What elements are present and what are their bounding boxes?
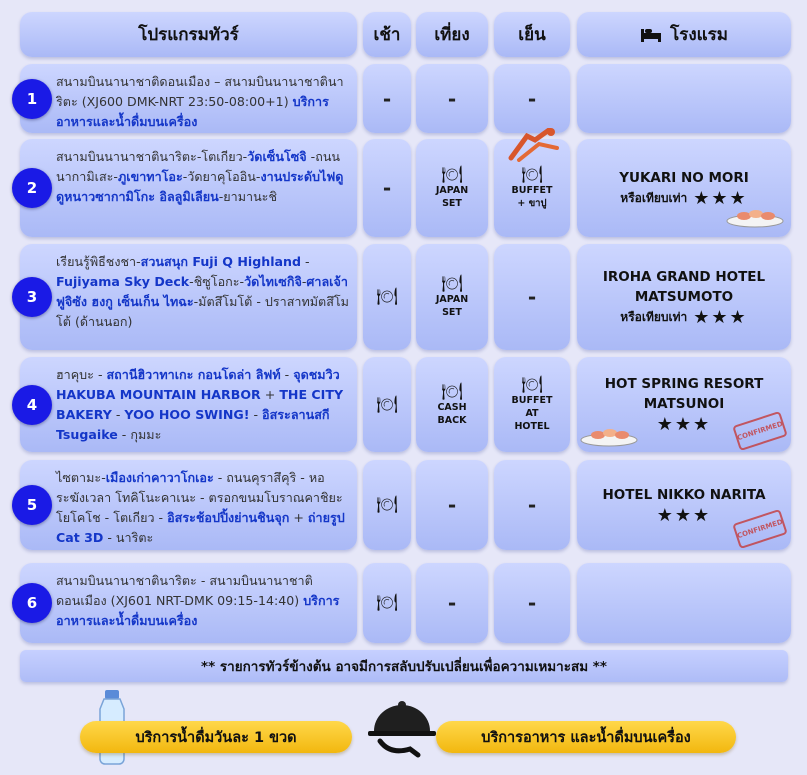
water-service-label: บริการน้ำดื่มวันละ 1 ขวด bbox=[135, 729, 297, 746]
note-text: ** รายการทัวร์ข้างต้น อาจมีการสลับปรับเปลี่ยนเพื่อความเหมาะสม ** bbox=[201, 659, 607, 675]
dinner-meal-text: BUFFET bbox=[511, 185, 553, 196]
program-text: ฮาคุบะ - bbox=[56, 367, 107, 382]
highlight-attraction: อิสระช้อปปิ้งย่านชินจุก bbox=[167, 510, 290, 525]
hotel-name: MATSUMOTO bbox=[634, 288, 734, 305]
hotel-stars: ★★★ bbox=[693, 306, 748, 328]
program-text: -ชิซูโอกะ- bbox=[189, 274, 245, 289]
breakfast-cell bbox=[363, 357, 411, 452]
no-meal-dash: - bbox=[382, 176, 392, 200]
lunch-cell bbox=[416, 357, 488, 452]
program-text: ไซตามะ- bbox=[56, 470, 106, 485]
lunch-cell bbox=[416, 460, 488, 550]
highlight-attraction: วัดไทเซกิจิ bbox=[244, 274, 302, 289]
program-text: เรียนรู้พิธีชงชา- bbox=[56, 254, 141, 269]
hotel-name: IROHA GRAND HOTEL bbox=[602, 268, 766, 285]
program-text: - ถนนคุราสึคุริ - หอระฆังเวลา โทคิโนะคาเนะ - ตรอกขนมโบราณคาชิยะโยโคโช - โตเกียว - bbox=[56, 470, 343, 525]
plate-icon: 🍽 bbox=[376, 495, 398, 515]
hotel-stars: ★★★ bbox=[656, 504, 712, 526]
breakfast-cell bbox=[363, 64, 411, 133]
lunch-meal-text: JAPAN bbox=[435, 294, 469, 305]
breakfast-cell bbox=[363, 460, 411, 550]
dinner-cell bbox=[494, 244, 570, 350]
hotel-rating-row bbox=[657, 505, 711, 526]
program-text: -ถนนนากามิเสะ- bbox=[56, 149, 341, 184]
hotel-stars: ★★★ bbox=[693, 187, 748, 209]
sushi-icon bbox=[726, 206, 784, 228]
confirmed-stamp: CONFIRMED bbox=[732, 411, 788, 451]
highlight-attraction: ภูเขาทาโอะ bbox=[117, 169, 183, 184]
highlight-attraction: บริการอาหารและน้ำดื่มบนเครื่อง bbox=[56, 94, 329, 129]
dinner-meal-text: HOTEL bbox=[514, 421, 550, 432]
header-breakfast-label: เช้า bbox=[373, 25, 401, 45]
dinner-meal-text: BUFFET bbox=[511, 395, 553, 406]
lunch-meal-text: BACK bbox=[437, 414, 467, 426]
program-text: สนามบินนานาชาตินาริตะ-โตเกียว- bbox=[56, 149, 248, 164]
day-program-cell bbox=[20, 460, 357, 550]
lunch-meal-text: CASH bbox=[437, 401, 467, 413]
highlight-attraction: อิสระลานสกี Tsugaike bbox=[56, 407, 330, 442]
highlight-attraction: YOO HOO SWING! bbox=[124, 407, 250, 422]
no-meal-dash: - bbox=[527, 493, 537, 517]
program-text: -มัตสึโมโต้ - ปราสาทมัตสึโมโต้ (ด้านนอก) bbox=[56, 294, 349, 329]
itinerary-note bbox=[20, 650, 788, 682]
bed-icon bbox=[640, 27, 662, 43]
program-text: -ยามานะชิ bbox=[218, 189, 277, 204]
no-meal-dash: - bbox=[527, 86, 537, 111]
plate-icon: 🍽 bbox=[376, 394, 398, 415]
sushi-icon bbox=[580, 425, 638, 447]
highlight-attraction: วัดเซ็นโซจิ bbox=[247, 149, 307, 164]
day-number-badge: 6 bbox=[12, 583, 52, 623]
breakfast-cell bbox=[363, 244, 411, 350]
day-program-cell bbox=[20, 357, 357, 452]
hotel-equivalent-text: หรือเทียบเท่า bbox=[620, 309, 688, 324]
plate-icon: 🍽 bbox=[441, 381, 463, 402]
confirmed-stamp: CONFIRMED bbox=[732, 509, 788, 549]
header-program bbox=[20, 12, 357, 57]
program-text: - bbox=[301, 254, 310, 269]
hotel-stars: ★★★ bbox=[656, 414, 712, 435]
plate-icon: 🍽 bbox=[521, 375, 543, 395]
header-program-label: โปรแกรมทัวร์ bbox=[138, 25, 239, 45]
day-program-cell bbox=[20, 563, 357, 643]
hotel-cell bbox=[577, 460, 791, 550]
hotel-rating-row bbox=[657, 414, 711, 435]
dinner-meal-text: + ขาปู bbox=[517, 198, 547, 209]
breakfast-cell bbox=[363, 563, 411, 643]
hotel-name: HOTEL NIKKO NARITA bbox=[602, 486, 766, 503]
highlight-attraction: ศาลเจ้าฟูจิซัง ฮงกู เซ็นเก็น ไทฉะ bbox=[56, 274, 348, 309]
hotel-cell bbox=[577, 563, 791, 643]
day-number-badge: 3 bbox=[12, 277, 52, 317]
dinner-cell bbox=[494, 460, 570, 550]
program-text: - bbox=[111, 407, 125, 422]
header-hotel-label: โรงแรม bbox=[670, 25, 728, 45]
plate-icon: 🍽 bbox=[441, 274, 463, 294]
header-breakfast bbox=[363, 12, 411, 57]
hotel-name: HOT SPRING RESORT bbox=[604, 376, 764, 392]
lunch-cell bbox=[416, 244, 488, 350]
program-text: สนามบินนานาชาตินาริตะ - สนามบินนานาชาติดอนเมือง (XJ601 NRT-DMK 09:15-14:40) bbox=[56, 573, 313, 608]
day-number-badge: 2 bbox=[12, 168, 52, 208]
header-lunch-label: เที่ยง bbox=[434, 25, 470, 45]
lunch-cell bbox=[416, 563, 488, 643]
highlight-attraction: งานประดับไฟดูดูหนาวซากามิโกะ อิลลูมิเลียน bbox=[56, 169, 344, 204]
plate-icon: 🍽 bbox=[376, 287, 398, 307]
water-service-badge bbox=[80, 721, 352, 753]
program-text: - นาริตะ bbox=[103, 530, 154, 545]
program-text: -วัดยาคุโออิน- bbox=[182, 169, 261, 184]
lunch-meal-text: JAPAN bbox=[435, 185, 469, 196]
day-number-badge: 4 bbox=[12, 385, 52, 425]
hotel-cell bbox=[577, 244, 791, 350]
hotel-cell bbox=[577, 64, 791, 133]
highlight-attraction: ถ่ายรูป Cat 3D bbox=[56, 510, 345, 545]
program-text: + bbox=[260, 387, 280, 402]
no-meal-dash: - bbox=[447, 493, 457, 517]
hotel-name: MATSUNOI bbox=[643, 396, 725, 412]
header-dinner-label: เย็น bbox=[518, 25, 546, 45]
dinner-meal-text: AT bbox=[525, 408, 539, 419]
no-meal-dash: - bbox=[447, 86, 457, 111]
day-number-badge: 5 bbox=[12, 485, 52, 525]
highlight-attraction: บริการอาหารและน้ำดื่มบนเครื่อง bbox=[56, 593, 340, 628]
meal-service-label: บริการอาหาร และน้ำดื่มบนเครื่อง bbox=[481, 729, 691, 746]
program-text: - bbox=[301, 274, 307, 289]
lunch-meal-text: SET bbox=[442, 198, 462, 209]
food-cloche-icon bbox=[366, 697, 438, 759]
no-meal-dash: - bbox=[527, 285, 537, 309]
meal-service-badge bbox=[436, 721, 736, 753]
hotel-name: YUKARI NO MORI bbox=[619, 169, 749, 186]
hotel-rating-row bbox=[620, 307, 747, 328]
program-text: - bbox=[280, 367, 294, 382]
plate-icon: 🍽 bbox=[441, 165, 463, 185]
highlight-attraction: Fujiyama Sky Deck bbox=[56, 274, 190, 289]
no-meal-dash: - bbox=[447, 591, 457, 615]
dinner-cell bbox=[494, 563, 570, 643]
dinner-cell bbox=[494, 357, 570, 452]
dinner-cell bbox=[494, 64, 570, 133]
day-program-cell bbox=[20, 244, 357, 350]
day-program-cell bbox=[20, 64, 357, 133]
no-meal-dash: - bbox=[527, 591, 537, 615]
header-lunch bbox=[416, 12, 488, 57]
highlight-attraction: เมืองเก่าคาวาโกเอะ bbox=[105, 470, 214, 485]
hotel-equivalent-text: หรือเทียบเท่า bbox=[620, 190, 688, 205]
lunch-cell bbox=[416, 64, 488, 133]
plate-icon: 🍽 bbox=[376, 593, 398, 613]
highlight-attraction: สวนสนุก Fuji Q Highland bbox=[140, 254, 302, 269]
no-meal-dash: - bbox=[382, 86, 392, 111]
highlight-attraction: สถานีฮิวาทาเกะ กอนโดล่า ลิฟท์ bbox=[106, 367, 281, 382]
program-text: สนามบินนานาชาติดอนเมือง – สนามบินนานาชาตินาริตะ (XJ600 DMK-NRT 23:50-08:00+1) bbox=[56, 74, 344, 109]
program-text: - bbox=[249, 407, 263, 422]
crab-icon bbox=[505, 128, 563, 162]
program-text: + bbox=[289, 510, 308, 525]
program-text: - กุมมะ bbox=[117, 427, 162, 442]
breakfast-cell bbox=[363, 139, 411, 237]
day-number-badge: 1 bbox=[12, 79, 52, 119]
day-program-cell bbox=[20, 139, 357, 237]
highlight-attraction: จุดชมวิว HAKUBA MOUNTAIN HARBOR bbox=[56, 367, 340, 402]
lunch-meal-text: SET bbox=[442, 307, 462, 318]
plate-icon: 🍽 bbox=[521, 165, 543, 185]
lunch-cell bbox=[416, 139, 488, 237]
header-dinner bbox=[494, 12, 570, 57]
highlight-attraction: THE CITY BAKERY bbox=[56, 387, 344, 422]
header-hotel bbox=[577, 12, 791, 57]
